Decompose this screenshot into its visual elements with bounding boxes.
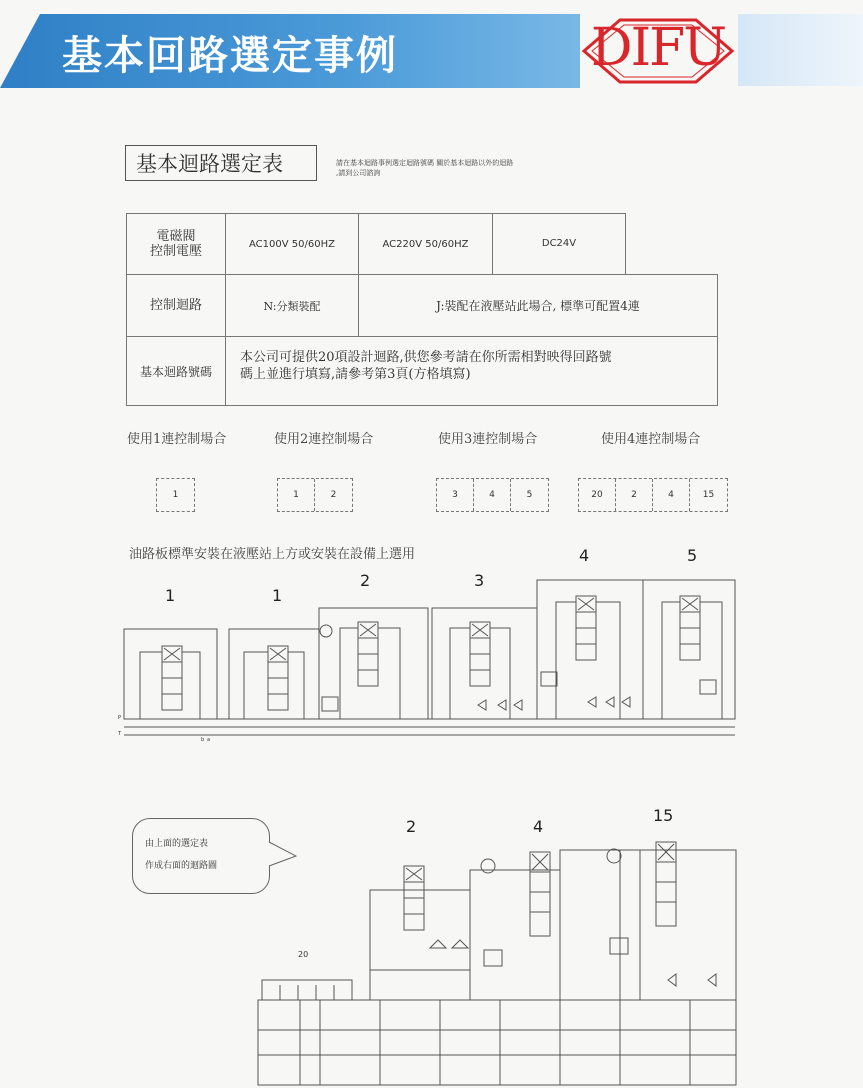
control-option-n[interactable]: N:分類裝配: [225, 274, 359, 337]
usage-label-1: 使用1連控制場合: [127, 432, 227, 447]
check-valve-icon: [430, 940, 468, 948]
circuit-number-text-line1: 本公司可提供20項設計迴路,供您參考請在你所需相對映得回路號: [240, 350, 612, 365]
usage-block[interactable]: 1: [172, 490, 179, 500]
circuit-number: 5: [687, 546, 698, 565]
usage-block[interactable]: 1: [278, 479, 315, 511]
voltage-label-line1: 電磁閥: [156, 229, 196, 244]
circuit-number: 4: [579, 546, 590, 565]
voltage-ac100[interactable]: AC100V 50/60HZ: [225, 213, 359, 275]
port-label-a: a: [207, 737, 211, 743]
circuit-number-text-line2: 碼上並進行填寫,請參考第3頁(方格填寫): [240, 367, 471, 382]
section-note-line1: 請在基本迴路事例選定迴路號碼 關於基本迴路以外的迴路: [336, 159, 514, 167]
check-valve-icon: [668, 974, 716, 986]
usage-block[interactable]: 20: [579, 479, 616, 511]
circuit-number: 3: [474, 571, 485, 590]
section-note-line2: ,請到公司諮詢: [336, 169, 381, 177]
usage-block[interactable]: 15: [702, 490, 715, 500]
line-label-p: P: [118, 715, 122, 721]
usage-block[interactable]: 3: [437, 479, 474, 511]
usage-block[interactable]: 4: [653, 479, 690, 511]
section-title: 基本迴路選定表: [125, 145, 317, 181]
relief-valve-icon: [610, 938, 628, 954]
page-title: 基本回路選定事例: [62, 33, 398, 79]
valve-stack-icon: [404, 842, 676, 936]
usage-block[interactable]: 2: [330, 490, 337, 500]
diagram-caption: 油路板標準安裝在液壓站上方或安裝在設備上選用: [129, 547, 416, 562]
voltage-dc24[interactable]: DC24V: [492, 213, 626, 275]
circuit-number: 2: [406, 817, 417, 836]
circuit-number: 4: [533, 817, 544, 836]
control-circuit-label: 控制迴路: [126, 274, 226, 337]
circuit-number: 20: [298, 950, 309, 959]
usage-block[interactable]: 4: [474, 479, 511, 511]
bubble-line2: 作成右面的迴路圖: [145, 861, 218, 871]
circuit-number: 15: [653, 806, 674, 825]
usage-label-4: 使用4連控制場合: [601, 432, 701, 447]
relief-valve-icon: [484, 950, 502, 966]
circuit-number: 2: [360, 571, 371, 590]
pressure-gauge-icon: [607, 849, 621, 863]
usage-label-2: 使用2連控制場合: [274, 432, 374, 447]
usage-label-3: 使用3連控制場合: [438, 432, 538, 447]
circuit-number: 1: [272, 586, 283, 605]
usage-block[interactable]: 5: [526, 490, 533, 500]
usage-block[interactable]: 2: [616, 479, 653, 511]
logo-text: DIFU: [590, 18, 726, 78]
line-label-t: T: [118, 731, 122, 737]
control-option-j[interactable]: J:裝配在液壓站此場合, 標準可配置4連: [358, 274, 718, 337]
voltage-label-line2: 控制電壓: [149, 244, 202, 259]
port-label-b: b: [201, 737, 205, 743]
voltage-ac220[interactable]: AC220V 50/60HZ: [358, 213, 493, 275]
pressure-gauge-icon: [481, 859, 495, 873]
circuit-number-label: 基本迴路號碼: [126, 336, 226, 406]
bubble-line1: 由上面的選定表: [145, 839, 209, 849]
circuit-number: 1: [165, 586, 176, 605]
